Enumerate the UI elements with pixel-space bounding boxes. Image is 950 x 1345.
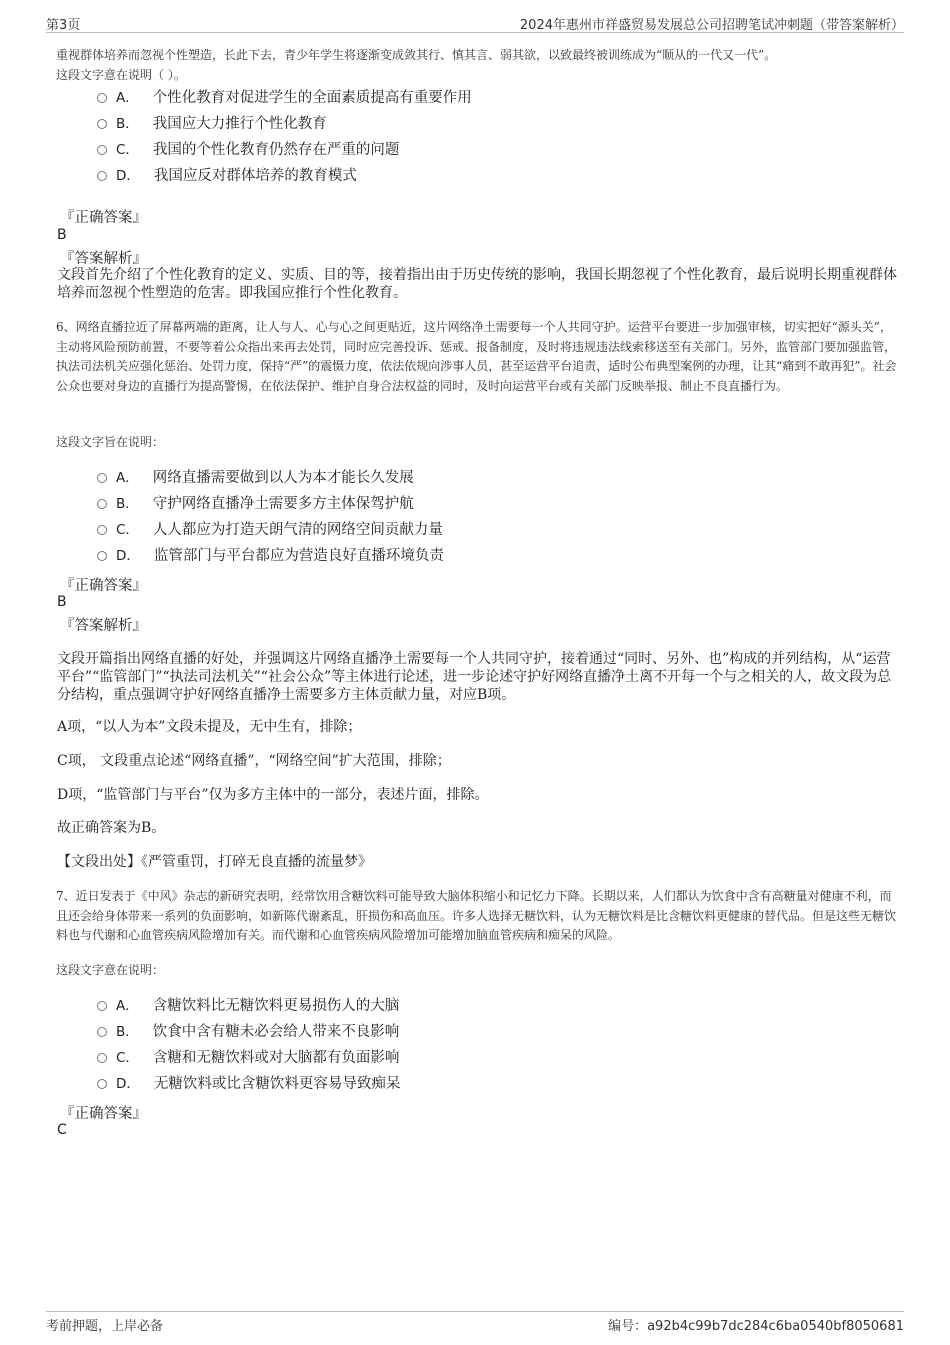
- q5-answer: B: [57, 227, 67, 243]
- q7-stem: 7、近日发表于《中风》杂志的新研究表明，经常饮用含糖饮料可能导致大脑体积缩小和记忆力下降。长期以来，人们都认为饮食中含有高糖量对健康不利，而且还会给身体带来一系列的负面影响，如新陈代谢紊乱，肝损伤和高血压。许多人选择无糖饮料，认为无糖饮料是比含糖饮料更健康的替代品。但是这些无糖饮料也与代谢和心血管疾病风险增加有关。而代谢和心血管疾病风险增加可能增加脑血管疾病和痴呆的风险。: [56, 889, 897, 942]
- radio-icon[interactable]: [97, 171, 107, 181]
- radio-icon[interactable]: [97, 93, 107, 103]
- q6-option-b[interactable]: B． 守护网络直播净土需要多方主体保驾护航: [97, 491, 857, 517]
- q6-option-a-note: A项，“以人为本”文段未提及，无中生有，排除；: [57, 719, 362, 735]
- q6-option-d[interactable]: D． 监管部门与平台都应为营造良好直播环境负责: [97, 543, 857, 569]
- q5-option-c[interactable]: C． 我国的个性化教育仍然存在严重的问题: [97, 137, 857, 163]
- radio-icon[interactable]: [97, 551, 107, 561]
- q5-option-d[interactable]: D． 我国应反对群体培养的教育模式: [97, 163, 857, 189]
- q5-option-a[interactable]: A． 个性化教育对促进学生的全面素质提高有重要作用: [97, 85, 857, 111]
- q7-options: [97, 993, 857, 1097]
- q6-options: [97, 465, 857, 569]
- q7-answer-label: 『正确答案』: [60, 1106, 147, 1122]
- q6-conclusion: 故正确答案为B。: [57, 820, 166, 836]
- q6-stem: 6、网络直播拉近了屏幕两端的距离，让人与人、心与心之间更贴近，这片网络净土需要每一个人共同守护。运营平台要进一步加强审核，切实把好“源头关”，主动将风险预防前置，不要等着公众指出来再去处罚，同时应完善投诉、惩戒、报备制度，及时将违规违法线索移送至有关部门。另外，监管部门要加强监管，执法司法机关应强化惩治、处罚力度，保持“严”的震慑力度，依法依规向涉事人员，甚至运营平台追责，适时公布典型案例的办理，让其“痛到不敢再犯”。社会公众也要对身边的直播行为提高警惕，在依法保护、维护自身合法权益的同时，及时向运营平台或有关部门反映举报、制止不良直播行为。: [56, 320, 897, 393]
- page-header: [46, 12, 904, 33]
- q5-stem-tail: 重视群体培养而忽视个性塑造，长此下去，青少年学生将逐渐变成敛其行、慎其言、弱其欲，以致最终被训练成为“顺从的一代又一代”。: [56, 48, 777, 62]
- q6-option-d-note: D项，“监管部门与平台”仅为多方主体中的一部分，表述片面，排除。: [57, 787, 489, 803]
- q7-prompt: 这段文字意在说明：: [56, 963, 165, 977]
- q7-option-b[interactable]: B． 饮食中含有糖未必会给人带来不良影响: [97, 1019, 857, 1045]
- radio-icon[interactable]: [97, 1053, 107, 1063]
- document-id: 编号：a92b4c99b7dc284c6ba0540bf8050681: [608, 1319, 904, 1334]
- q6-option-c-note: C项， 文段重点论述“网络直播”，“网络空间”扩大范围，排除；: [57, 753, 451, 769]
- radio-icon[interactable]: [97, 1027, 107, 1037]
- q7-option-d[interactable]: D． 无糖饮料或比含糖饮料更容易导致痴呆: [97, 1071, 857, 1097]
- q6-option-a[interactable]: A． 网络直播需要做到以人为本才能长久发展: [97, 465, 857, 491]
- q7-answer: C: [57, 1122, 67, 1138]
- q5-analysis: 文段首先介绍了个性化教育的定义、实质、目的等，接着指出由于历史传统的影响，我国长期忽视了个性化教育，最后说明长期重视群体培养而忽视个性塑造的危害。即我国应推行个性化教育。: [57, 267, 897, 301]
- q7-option-c[interactable]: C． 含糖和无糖饮料或对大脑都有负面影响: [97, 1045, 857, 1071]
- footer-slogan: 考前押题，上岸必备: [46, 1319, 164, 1334]
- q6-answer: B: [57, 594, 67, 610]
- q6-option-c[interactable]: C． 人人都应为打造天朗气清的网络空间贡献力量: [97, 517, 857, 543]
- q5-options: [97, 85, 857, 189]
- document-title: 2024年惠州市祥盛贸易发展总公司招聘笔试冲刺题（带答案解析）: [519, 18, 904, 33]
- page-footer: [46, 1311, 904, 1336]
- radio-icon[interactable]: [97, 1001, 107, 1011]
- radio-icon[interactable]: [97, 473, 107, 483]
- q6-analysis-label: 『答案解析』: [60, 618, 147, 634]
- q6-source: 【文段出处】《严管重罚，打碎无良直播的流量梦》: [57, 854, 372, 870]
- radio-icon[interactable]: [97, 499, 107, 509]
- radio-icon[interactable]: [97, 1079, 107, 1089]
- q5-prompt: 这段文字意在说明（ ）。: [56, 68, 186, 82]
- q5-option-b[interactable]: B． 我国应大力推行个性化教育: [97, 111, 857, 137]
- q6-prompt: 这段文字旨在说明：: [56, 435, 165, 449]
- radio-icon[interactable]: [97, 119, 107, 129]
- page-number: 第3页: [46, 18, 81, 33]
- q7-option-a[interactable]: A． 含糖饮料比无糖饮料更易损伤人的大脑: [97, 993, 857, 1019]
- radio-icon[interactable]: [97, 525, 107, 535]
- radio-icon[interactable]: [97, 145, 107, 155]
- q5-answer-label: 『正确答案』: [60, 210, 147, 226]
- q6-analysis: 文段开篇指出网络直播的好处，并强调这片网络直播净土需要每一个人共同守护，接着通过“同时、另外、也”构成的并列结构，从“运营平台”“监管部门”“执法司法机关”“社会公众”等主体进行论述，进一步论述守护好网络直播净土离不开每一个与之相关的人，故文段为总分结构，重点强调守护好网络直播净土需要多方主体贡献力量，对应B项。: [57, 651, 892, 703]
- q6-answer-label: 『正确答案』: [60, 578, 147, 594]
- q5-analysis-label: 『答案解析』: [60, 251, 147, 267]
